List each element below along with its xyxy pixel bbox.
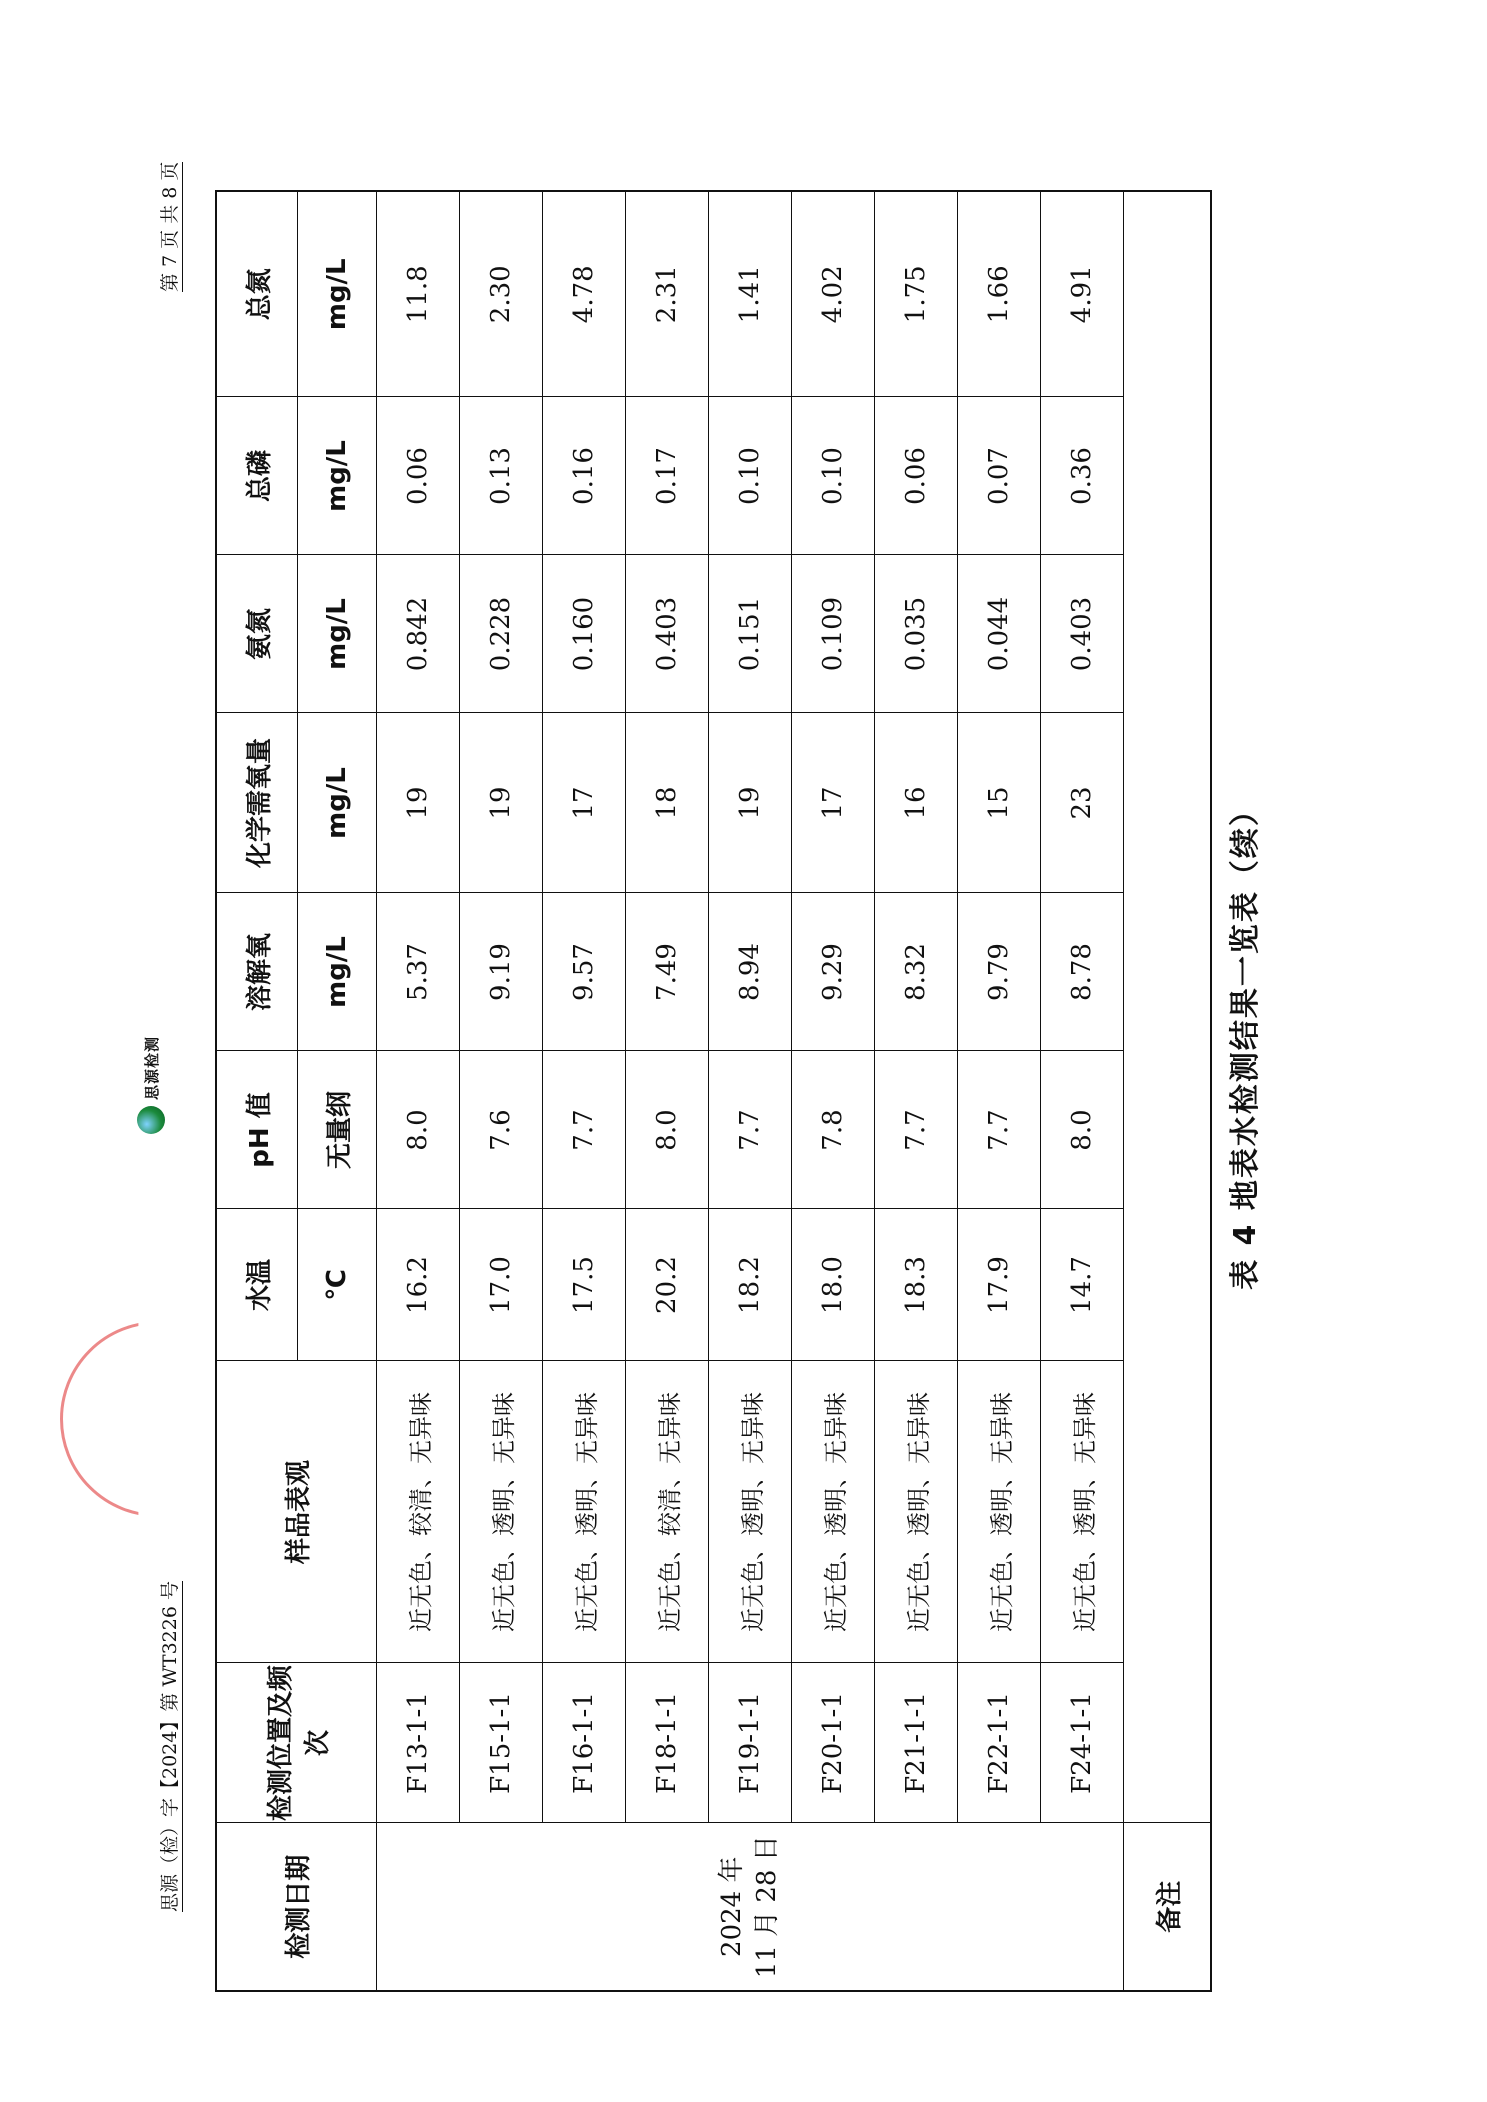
header-appearance: 样品表观: [216, 1361, 377, 1663]
table-row: [460, 191, 543, 1991]
cell-cod: 16: [875, 713, 958, 893]
page-number-text: 第 7 页 共 8 页: [159, 161, 181, 292]
cell-cod: 23: [1041, 713, 1124, 893]
table-title: 表 4 地表水检测结果一览表（续）: [1228, 794, 1263, 1290]
cell-total-nitrogen: 1.66: [958, 191, 1041, 397]
cell-location: F20-1-1: [792, 1663, 875, 1823]
cell-total-nitrogen: 11.8: [377, 191, 460, 397]
cell-dissolved-oxygen: 8.78: [1041, 893, 1124, 1051]
cell-appearance: 近无色、较清、无异味: [626, 1361, 709, 1663]
cell-total-nitrogen: 2.30: [460, 191, 543, 397]
remark-label: 备注: [1124, 1823, 1212, 1991]
header-dissolved-oxygen: 溶解氧: [216, 893, 298, 1051]
unit-cod: mg/L: [298, 713, 377, 893]
cell-cod: 19: [377, 713, 460, 893]
cell-total-phosphorus: 0.17: [626, 397, 709, 555]
cell-ph: 7.7: [875, 1051, 958, 1209]
header-water-temp: 水温: [216, 1209, 298, 1361]
table-row: [377, 191, 460, 1991]
cell-dissolved-oxygen: 9.19: [460, 893, 543, 1051]
cell-ph: 8.0: [626, 1051, 709, 1209]
cell-dissolved-oxygen: 8.32: [875, 893, 958, 1051]
cell-appearance: 近无色、透明、无异味: [958, 1361, 1041, 1663]
cell-ph: 8.0: [1041, 1051, 1124, 1209]
date-year: 2024 年: [716, 1856, 747, 1957]
header-cod: 化学需氧量: [216, 713, 298, 893]
cell-location: F16-1-1: [543, 1663, 626, 1823]
cell-location: F21-1-1: [875, 1663, 958, 1823]
table-row: [543, 191, 626, 1991]
table-row: [626, 191, 709, 1991]
document-number-text: 思源（检）字【2024】第 WT3226 号: [159, 1581, 181, 1912]
header-row: [216, 191, 298, 1991]
surface-water-results-table: [215, 190, 1212, 1992]
cell-cod: 19: [709, 713, 792, 893]
cell-total-phosphorus: 0.10: [709, 397, 792, 555]
cell-appearance: 近无色、透明、无异味: [543, 1361, 626, 1663]
unit-water-temp: ℃: [298, 1209, 377, 1361]
cell-total-phosphorus: 0.07: [958, 397, 1041, 555]
cell-ammonia: 0.842: [377, 555, 460, 713]
cell-water-temp: 18.3: [875, 1209, 958, 1361]
cell-ammonia: 0.035: [875, 555, 958, 713]
cell-location: F19-1-1: [709, 1663, 792, 1823]
cell-ph: 7.8: [792, 1051, 875, 1209]
header-total-phosphorus: 总磷: [216, 397, 298, 555]
cell-total-phosphorus: 0.16: [543, 397, 626, 555]
cell-total-nitrogen: 4.91: [1041, 191, 1124, 397]
cell-appearance: 近无色、透明、无异味: [792, 1361, 875, 1663]
cell-ammonia: 0.109: [792, 555, 875, 713]
cell-location: F22-1-1: [958, 1663, 1041, 1823]
unit-total-phosphorus: mg/L: [298, 397, 377, 555]
cell-ph: 7.7: [543, 1051, 626, 1209]
cell-ammonia: 0.403: [1041, 555, 1124, 713]
header-date: 检测日期: [216, 1823, 377, 1991]
cell-location: F18-1-1: [626, 1663, 709, 1823]
logo-icon: [137, 1106, 165, 1134]
table-row: [875, 191, 958, 1991]
cell-dissolved-oxygen: 9.29: [792, 893, 875, 1051]
cell-total-nitrogen: 4.02: [792, 191, 875, 397]
cell-ammonia: 0.151: [709, 555, 792, 713]
document-number: [155, 1581, 182, 1912]
header-location: 检测位置及频次: [216, 1663, 377, 1823]
remark-value: [1124, 191, 1212, 1823]
cell-water-temp: 20.2: [626, 1209, 709, 1361]
table-row: [958, 191, 1041, 1991]
cell-water-temp: 18.2: [709, 1209, 792, 1361]
cell-total-phosphorus: 0.10: [792, 397, 875, 555]
cell-location: F24-1-1: [1041, 1663, 1124, 1823]
unit-ammonia: mg/L: [298, 555, 377, 713]
cell-ph: 7.7: [709, 1051, 792, 1209]
cell-water-temp: 17.5: [543, 1209, 626, 1361]
cell-cod: 15: [958, 713, 1041, 893]
company-logo: [137, 1036, 165, 1134]
unit-ph: 无量纲: [298, 1051, 377, 1209]
cell-ph: 7.6: [460, 1051, 543, 1209]
cell-total-nitrogen: 1.75: [875, 191, 958, 397]
cell-dissolved-oxygen: 5.37: [377, 893, 460, 1051]
header-ph: pH 值: [216, 1051, 298, 1209]
table-row: [792, 191, 875, 1991]
cell-cod: 18: [626, 713, 709, 893]
cell-cod: 17: [543, 713, 626, 893]
cell-total-phosphorus: 0.06: [875, 397, 958, 555]
cell-location: F15-1-1: [460, 1663, 543, 1823]
cell-appearance: 近无色、透明、无异味: [460, 1361, 543, 1663]
cell-total-nitrogen: 1.41: [709, 191, 792, 397]
header-total-nitrogen: 总氮: [216, 191, 298, 397]
cell-cod: 19: [460, 713, 543, 893]
cell-dissolved-oxygen: 9.57: [543, 893, 626, 1051]
cell-total-phosphorus: 0.06: [377, 397, 460, 555]
cell-appearance: 近无色、较清、无异味: [377, 1361, 460, 1663]
cell-dissolved-oxygen: 8.94: [709, 893, 792, 1051]
date-cell: [377, 1823, 1124, 1991]
cell-ph: 7.7: [958, 1051, 1041, 1209]
cell-total-nitrogen: 4.78: [543, 191, 626, 397]
cell-water-temp: 18.0: [792, 1209, 875, 1361]
page-number: [155, 162, 182, 292]
cell-dissolved-oxygen: 9.79: [958, 893, 1041, 1051]
table-row: [709, 191, 792, 1991]
cell-ph: 8.0: [377, 1051, 460, 1209]
unit-total-nitrogen: mg/L: [298, 191, 377, 397]
cell-location: F13-1-1: [377, 1663, 460, 1823]
cell-ammonia: 0.160: [543, 555, 626, 713]
cell-ammonia: 0.044: [958, 555, 1041, 713]
remark-row: [1124, 191, 1212, 1991]
cell-water-temp: 14.7: [1041, 1209, 1124, 1361]
date-day: 11 月 28 日: [752, 1835, 782, 1979]
cell-appearance: 近无色、透明、无异味: [1041, 1361, 1124, 1663]
header-ammonia: 氨氮: [216, 555, 298, 713]
cell-ammonia: 0.403: [626, 555, 709, 713]
cell-appearance: 近无色、透明、无异味: [709, 1361, 792, 1663]
cell-water-temp: 17.0: [460, 1209, 543, 1361]
cell-dissolved-oxygen: 7.49: [626, 893, 709, 1051]
cell-ammonia: 0.228: [460, 555, 543, 713]
cell-total-phosphorus: 0.13: [460, 397, 543, 555]
unit-dissolved-oxygen: mg/L: [298, 893, 377, 1051]
table-row: [1041, 191, 1124, 1991]
cell-total-nitrogen: 2.31: [626, 191, 709, 397]
cell-water-temp: 16.2: [377, 1209, 460, 1361]
logo-text: 思源检测: [142, 1035, 161, 1100]
cell-water-temp: 17.9: [958, 1209, 1041, 1361]
cell-cod: 17: [792, 713, 875, 893]
cell-total-phosphorus: 0.36: [1041, 397, 1124, 555]
cell-appearance: 近无色、透明、无异味: [875, 1361, 958, 1663]
